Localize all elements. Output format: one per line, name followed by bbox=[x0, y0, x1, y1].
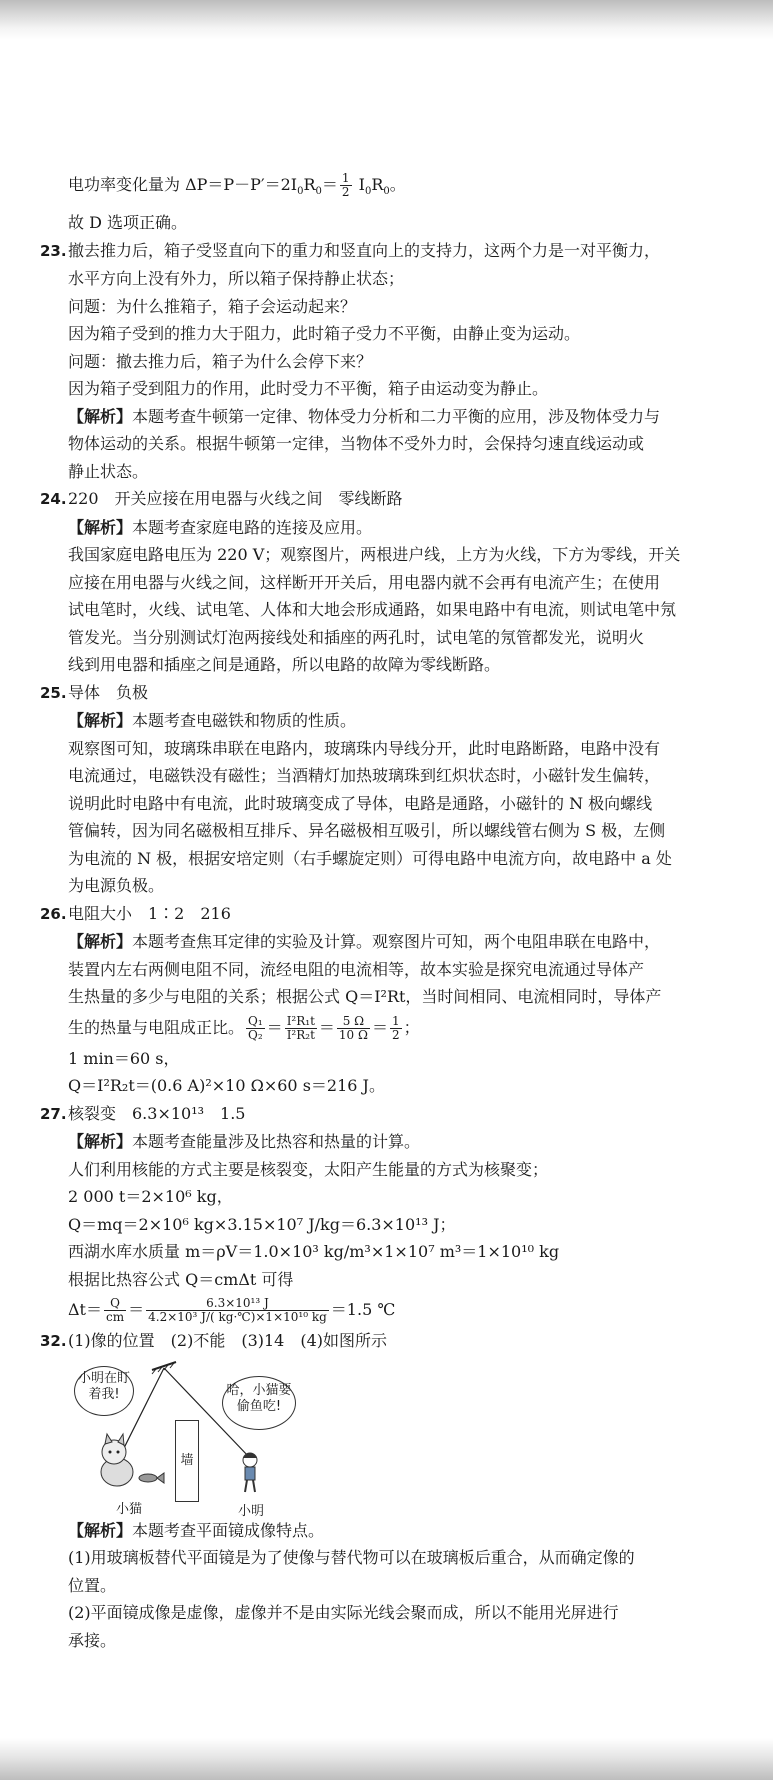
boy-label: 小明 bbox=[238, 1503, 265, 1519]
denominator: cm bbox=[106, 1310, 125, 1325]
analysis-text: 本题考查家庭电路的连接及应用。 bbox=[132, 517, 373, 537]
fraction bbox=[246, 1015, 265, 1042]
ratio-formula-line bbox=[68, 1011, 758, 1045]
question-27 bbox=[40, 1100, 758, 1328]
analysis-text: 我国家庭电路电压为 220 V；观察图片，两根进户线，上方为火线，下方为零线，开关 bbox=[68, 545, 681, 565]
answer-line: 核裂变 6.3×10¹³ 1.5 bbox=[68, 1103, 246, 1123]
question-number: 24. bbox=[40, 490, 67, 509]
formula-text: ＝1.5 ℃ bbox=[330, 1300, 396, 1320]
subscript: 0 bbox=[383, 186, 390, 198]
equals: ＝ bbox=[371, 1017, 388, 1037]
answer-line: 220 开关应接在用电器与火线之间 零线断路 bbox=[68, 489, 403, 509]
bubble-text: 哈，小猫要偷鱼吃! bbox=[226, 1382, 292, 1414]
analysis-text: (1)用玻璃板替代平面镜是为了使像与替代物可以在玻璃板后重合，从而确定像的 bbox=[68, 1548, 635, 1568]
formula-text: Δt＝ bbox=[68, 1300, 102, 1320]
analysis-text: (2)平面镜成像是虚像，虚像并不是由实际光线会聚而成，所以不能用光屏进行 bbox=[68, 1603, 619, 1623]
question-number: 26. bbox=[40, 904, 67, 923]
analysis-text: 电流通过，电磁铁没有磁性；当酒精灯加热玻璃珠到红炽状态时，小磁针发生偏转， bbox=[68, 766, 661, 786]
analysis-text: 本题考查牛顿第一定律、物体受力分析和二力平衡的应用，涉及物体受力与 bbox=[132, 406, 661, 426]
analysis-tag: 【解析】 bbox=[68, 517, 133, 537]
numerator: I²R₁t bbox=[286, 1013, 315, 1028]
denominator: 2 bbox=[341, 185, 350, 199]
analysis-text: 根据比热容公式 Q＝cmΔt 可得 bbox=[68, 1269, 294, 1289]
denominator: 4.2×10³ J/( kg·℃)×1×10¹⁰ kg bbox=[148, 1310, 327, 1325]
analysis-text: 应接在用电器与火线之间，这样断开开关后，用电器内就不会再有电流产生；在使用 bbox=[68, 572, 661, 592]
analysis-text: 生热量的多少与电阻的关系；根据公式 Q＝I²Rt，当时间相同、电流相同时，导体产 bbox=[68, 987, 662, 1007]
analysis-text: 观察图可知，玻璃珠串联在电路内，玻璃珠内导线分开，此时电路断路，电路中没有 bbox=[68, 738, 661, 758]
subscript: 0 bbox=[315, 186, 322, 198]
denominator: 2 bbox=[391, 1027, 400, 1042]
subscript: 0 bbox=[297, 186, 304, 198]
formula-text: 。 bbox=[389, 175, 406, 194]
denominator: Q₂ bbox=[248, 1027, 263, 1042]
bubble-text: 小明在盯着我! bbox=[77, 1370, 130, 1402]
formula-text: 电功率变化量为 ΔP＝P－P′＝2I bbox=[68, 175, 298, 194]
answer-line: 撤去推力后，箱子受竖直向下的重力和竖直向上的支持力，这两个力是一对平衡力， bbox=[68, 240, 661, 260]
cat-label: 小猫 bbox=[116, 1501, 143, 1517]
analysis-text: 本题考查能量涉及比热容和热量的计算。 bbox=[132, 1132, 421, 1152]
analysis-text: 为电源负极。 bbox=[68, 876, 165, 896]
question-number: 32. bbox=[40, 1332, 67, 1351]
analysis-text: 西湖水库水质量 m＝ρV＝1.0×10³ kg/m³×1×10⁷ m³＝1×10¹⁰ kg bbox=[68, 1242, 560, 1262]
wall-label: 墙 bbox=[180, 1452, 194, 1468]
question-24 bbox=[40, 485, 758, 679]
question-number: 25. bbox=[40, 683, 67, 702]
analysis-text: 管偏转，因为同名磁极相互排斥、异名磁极相互吸引，所以螺线管右侧为 S 极，左侧 bbox=[68, 821, 666, 841]
analysis-text: 试电笔时，火线、试电笔、人体和大地会形成通路，如果电路中有电流，则试电笔中氖 bbox=[68, 600, 677, 620]
numerator: Q₁ bbox=[248, 1013, 263, 1028]
numerator: 1 bbox=[391, 1013, 400, 1028]
answer-line: (1)像的位置 (2)不能 (3)14 (4)如图所示 bbox=[68, 1331, 388, 1351]
analysis-text: 为电流的 N 极，根据安培定则（右手螺旋定则）可得电路中电流方向，故电路中 a 处 bbox=[68, 848, 672, 868]
equals: ＝ bbox=[266, 1017, 283, 1037]
answer-line: 水平方向上没有外力，所以箱子保持静止状态； bbox=[68, 269, 405, 289]
equals: ＝ bbox=[318, 1017, 335, 1037]
analysis-text: 1 min＝60 s， bbox=[68, 1048, 180, 1068]
numerator: 6.3×10¹³ J bbox=[146, 1297, 329, 1311]
analysis-text: 线到用电器和插座之间是通路，所以电路的故障为零线断路。 bbox=[68, 655, 501, 675]
numerator: Q bbox=[104, 1297, 126, 1311]
formula-text: R bbox=[371, 175, 384, 194]
answer-line: 导体 负极 bbox=[68, 682, 149, 702]
denominator: I²R₂t bbox=[286, 1027, 315, 1042]
speech-bubble-boy bbox=[222, 1376, 296, 1430]
analysis-text: 管发光。当分别测试灯泡两接线处和插座的两孔时，试电笔的氖管都发光，说明火 bbox=[68, 627, 645, 647]
top-shadow bbox=[0, 0, 773, 40]
answer-line: 电阻大小 1∶2 216 bbox=[68, 903, 231, 923]
analysis-tag: 【解析】 bbox=[68, 932, 133, 952]
question-32 bbox=[40, 1327, 758, 1654]
fraction bbox=[285, 1015, 317, 1042]
speech-bubble-cat bbox=[74, 1366, 134, 1416]
analysis-tag: 【解析】 bbox=[68, 406, 133, 426]
question-number: 27. bbox=[40, 1104, 67, 1123]
formula-text: R bbox=[303, 175, 316, 194]
analysis-text: Q＝I²R₂t＝(0.6 A)²×10 Ω×60 s＝216 J。 bbox=[68, 1076, 385, 1096]
formula-text: I bbox=[353, 175, 365, 194]
analysis-text: Q＝mq＝2×10⁶ kg×3.15×10⁷ J/kg＝6.3×10¹³ J； bbox=[68, 1214, 456, 1234]
analysis-text: 本题考查焦耳定律的实验及计算。观察图片可知，两个电阻串联在电路中， bbox=[132, 932, 661, 952]
conclusion-line: 故 D 选项正确。 bbox=[68, 213, 188, 233]
analysis-text: 承接。 bbox=[68, 1630, 117, 1650]
power-change-line bbox=[68, 168, 758, 209]
numerator: 5 Ω bbox=[337, 1015, 370, 1029]
analysis-text: 静止状态。 bbox=[68, 461, 149, 481]
analysis-text: 本题考查平面镜成像特点。 bbox=[132, 1520, 325, 1540]
analysis-text: 装置内左右两侧电阻不同，流经电阻的电流相等，故本实验是探究电流通过导体产 bbox=[68, 959, 645, 979]
analysis-text: 说明此时电路中有电流，此时玻璃变成了导体，电路是通路，小磁针的 N 极向螺线 bbox=[68, 793, 653, 813]
analysis-text: 位置。 bbox=[68, 1575, 117, 1595]
wall-box bbox=[175, 1420, 199, 1502]
fraction bbox=[390, 1015, 402, 1042]
question-25 bbox=[40, 679, 758, 900]
bottom-shadow bbox=[0, 1738, 773, 1780]
analysis-text: 人们利用核能的方式主要是核裂变，太阳产生能量的方式为核聚变； bbox=[68, 1159, 549, 1179]
answer-line: 问题：为什么推箱子，箱子会运动起来？ bbox=[68, 296, 357, 316]
analysis-tag: 【解析】 bbox=[68, 1520, 133, 1540]
analysis-text: 物体运动的关系。根据牛顿第一定律，当物体不受外力时，会保持匀速直线运动或 bbox=[68, 434, 645, 454]
analysis-text: 本题考查电磁铁和物质的性质。 bbox=[132, 711, 357, 731]
question-number: 23. bbox=[40, 241, 67, 260]
answer-line: 问题：撤去推力后，箱子为什么会停下来？ bbox=[68, 351, 373, 371]
mirror-illustration bbox=[72, 1360, 342, 1519]
analysis-text: 2 000 t＝2×10⁶ kg， bbox=[68, 1187, 233, 1207]
temperature-formula-line bbox=[68, 1293, 758, 1327]
answer-page bbox=[40, 168, 758, 1654]
answer-line: 因为箱子受到阻力的作用，此时受力不平衡，箱子由运动变为静止。 bbox=[68, 379, 549, 399]
analysis-text: 生的热量与电阻成正比。 bbox=[68, 1017, 245, 1037]
denominator: 10 Ω bbox=[338, 1027, 368, 1042]
equals: ＝ bbox=[128, 1300, 145, 1320]
fraction bbox=[146, 1297, 329, 1324]
analysis-tag: 【解析】 bbox=[68, 1132, 133, 1152]
equals: ＝ bbox=[321, 175, 338, 194]
numerator: 1 bbox=[341, 171, 350, 185]
fraction-half bbox=[340, 172, 352, 199]
analysis-text: ； bbox=[403, 1017, 420, 1037]
subscript: 0 bbox=[364, 186, 372, 198]
fraction bbox=[337, 1015, 370, 1042]
answer-line: 因为箱子受到的推力大于阻力，此时箱子受力不平衡，由静止变为运动。 bbox=[68, 324, 581, 344]
fraction bbox=[104, 1297, 126, 1324]
analysis-tag: 【解析】 bbox=[68, 711, 133, 731]
question-23 bbox=[40, 237, 758, 486]
question-26 bbox=[40, 900, 758, 1100]
